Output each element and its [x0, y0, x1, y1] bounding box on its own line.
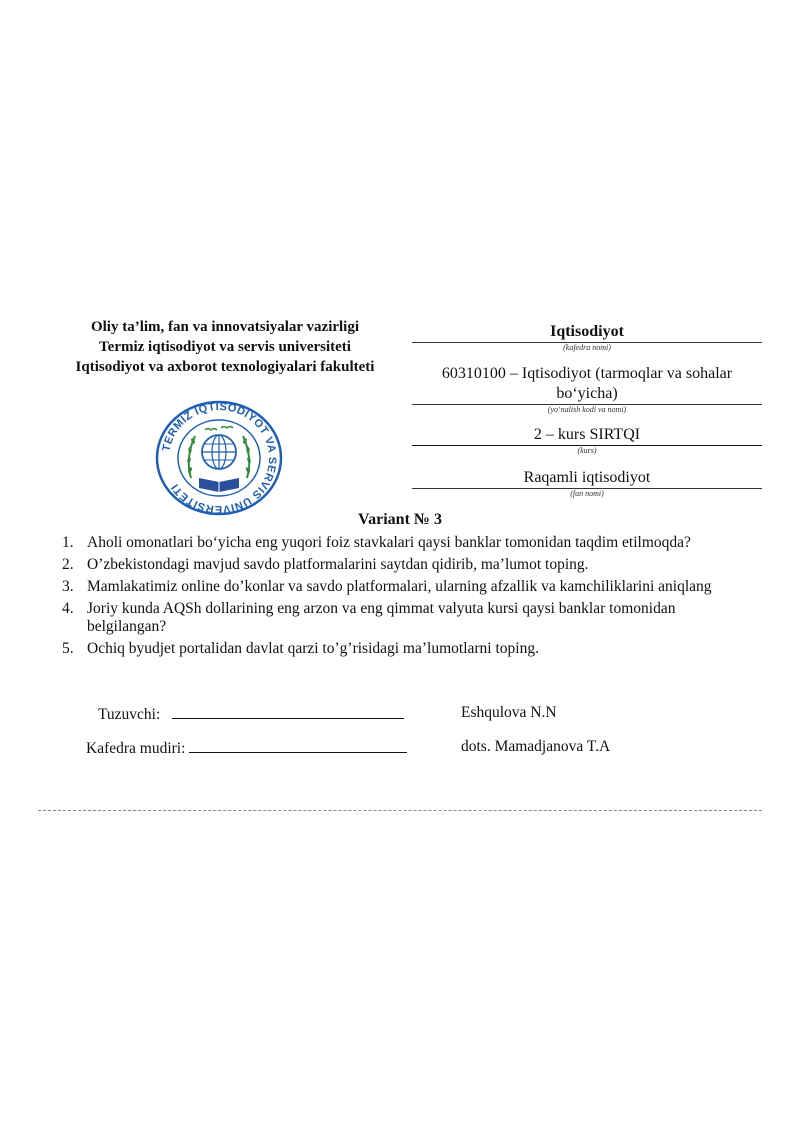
question-item: [62, 640, 752, 658]
question-item: [62, 556, 752, 574]
question-number: 5.: [62, 640, 74, 657]
mudir-signature-line: [189, 738, 407, 753]
question-item: [62, 534, 752, 552]
tuzuvchi-signature-line: [172, 704, 404, 719]
question-item: [62, 600, 752, 636]
ministry-name: Oliy ta’lim, fan va innovatsiyalar vazirligi: [90, 319, 360, 335]
question-text: Mamlakatimiz online do’konlar va savdo platformalari, ularning afzallik va kamchiliklarini aniqlang: [87, 578, 712, 595]
kafedra-field: [412, 322, 762, 353]
kafedra-value: Iqtisodiyot: [550, 323, 624, 340]
question-text: Ochiq byudjet portalidan davlat qarzi to’g’risidagi ma’lumotlarni toping.: [87, 640, 539, 657]
variant-title: Variant № 3: [358, 511, 442, 528]
mudir-row: [86, 738, 407, 758]
university-name: Termiz iqtisodiyot va servis universiteti: [99, 339, 351, 355]
question-number: 4.: [62, 600, 74, 617]
question-item: [62, 578, 752, 596]
university-logo: [155, 400, 283, 516]
question-list: [62, 534, 752, 662]
fan-value: Raqamli iqtisodiyot: [523, 469, 651, 486]
yonalish-field: [412, 364, 762, 415]
kurs-value: 2 – kurs SIRTQI: [533, 426, 641, 443]
yonalish-value-line1: 60310100 – Iqtisodiyot (tarmoqlar va sohalar: [441, 365, 733, 382]
fan-field: [412, 468, 762, 499]
mudir-name: dots. Mamadjanova T.A: [461, 738, 611, 755]
kafedra-caption: (kafedra nomi): [563, 343, 611, 352]
tuzuvchi-label: Tuzuvchi:: [98, 706, 161, 723]
yonalish-caption: (yo‘nalish kodi va nomi): [547, 405, 627, 414]
institution-header: [40, 317, 410, 377]
fan-caption: (fan nomi): [570, 489, 604, 498]
question-number: 2.: [62, 556, 74, 573]
question-text: Joriy kunda AQSh dollarining eng arzon va eng qimmat valyuta kursi qaysi banklar tomonidan belgilangan?: [87, 600, 676, 635]
tuzuvchi-row: [98, 704, 404, 724]
question-text: O’zbekistondagi mavjud savdo platformalarini saytdan qidirib, ma’lumot toping.: [87, 556, 589, 573]
university-seal-icon: [155, 400, 283, 516]
kurs-caption: (kurs): [577, 446, 597, 455]
seal-ring-text: TERMIZ IQTISODIYOT VA SERVIS UNIVERSITETI: [160, 400, 279, 516]
question-number: 1.: [62, 534, 74, 551]
tuzuvchi-name: Eshqulova N.N: [461, 704, 557, 721]
question-number: 3.: [62, 578, 74, 595]
yonalish-value-line2: bo‘yicha): [556, 385, 618, 402]
cut-line-divider: [38, 810, 762, 811]
faculty-name: Iqtisodiyot va axborot texnologiyalari fakulteti: [75, 359, 375, 375]
kurs-field: [412, 425, 762, 456]
mudir-label: Kafedra mudiri:: [86, 740, 186, 757]
question-text: Aholi omonatlari bo‘yicha eng yuqori foiz stavkalari qaysi banklar tomonidan taqdim etilmoqda?: [87, 534, 691, 551]
